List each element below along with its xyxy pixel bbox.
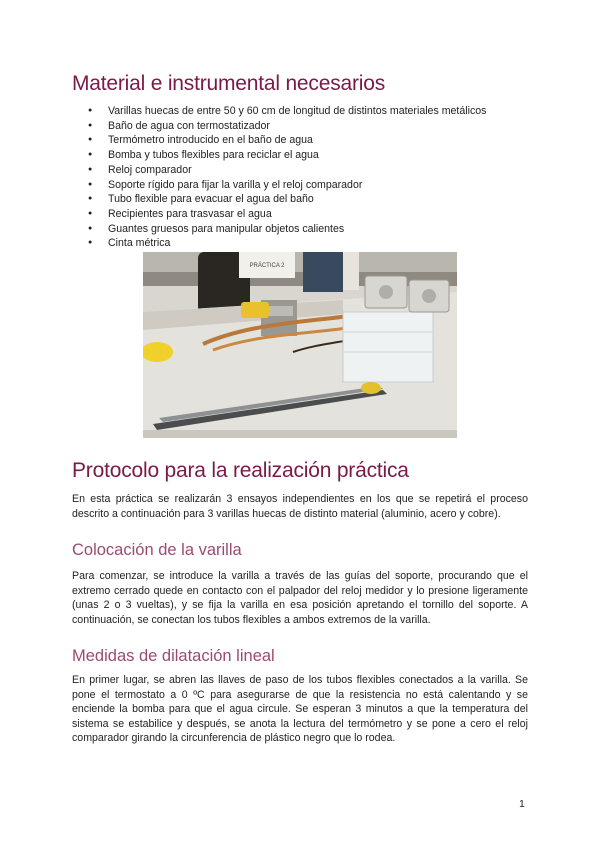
materials-list — [72, 104, 542, 251]
section-title-protocol: Protocolo para la realización práctica — [72, 459, 409, 482]
list-item: ● Varillas huecas de entre 50 y 60 cm de longitud de distintos materiales metálicos — [72, 104, 542, 119]
list-item: ● Bomba y tubos flexibles para reciclar el agua — [72, 148, 542, 163]
subsection-title-placement: Colocación de la varilla — [72, 541, 242, 559]
list-item: ● Guantes gruesos para manipular objetos calientes — [72, 222, 542, 237]
list-item: ● Termómetro introducido en el baño de agua — [72, 133, 542, 148]
list-item: ● Baño de agua con termostatizador — [72, 119, 542, 134]
lab-setup-illustration — [143, 252, 457, 438]
protocol-intro: En esta práctica se realizarán 3 ensayos independientes en los que se repetirá el proceso descrito a continuación para 3 varillas huecas de distinto material (aluminio, acero y cobre). — [72, 493, 528, 520]
list-item: ● Cinta métrica — [72, 236, 542, 251]
lab-setup-photo — [143, 252, 457, 438]
subsection-title-measurement: Medidas de dilatación lineal — [72, 647, 275, 665]
sign-label: PRÁCTICA 2 — [249, 263, 285, 269]
list-item: ● Tubo flexible para evacuar el agua del baño — [72, 192, 542, 207]
list-item: ● Recipientes para trasvasar el agua — [72, 207, 542, 222]
section-title-materials: Material e instrumental necesarios — [72, 72, 386, 95]
placement-text: Para comenzar, se introduce la varilla a través de las guías del soporte, procurando que el extremo cerrado quede en contacto con el palpador del reloj medidor y lo presione ligeramente (unas 2 o 3 vueltas), y se fija la varilla en esa posición apretando el tornillo del soporte. A continuación, se conectan los tubos flexibles a ambos extremos de la varilla. — [72, 570, 528, 626]
list-item: ● Reloj comparador — [72, 163, 542, 178]
page-number: 1 — [519, 798, 525, 810]
list-item: ● Soporte rígido para fijar la varilla y el reloj comparador — [72, 178, 542, 193]
measurement-text: En primer lugar, se abren las llaves de paso de los tubos flexibles conectados a la varilla. Se pone el termostato a 0 ºC para asegurarse de que la resistencia no está calentando y se enciende la bomba para que el agua circule. Se esperan 3 minutos a que la temperatura del sistema se estabilice y después, se anota la lectura del termómetro y se pone a cero el reloj comparador girando la circunferencia de plástico negro que lo rodea. — [72, 674, 528, 745]
